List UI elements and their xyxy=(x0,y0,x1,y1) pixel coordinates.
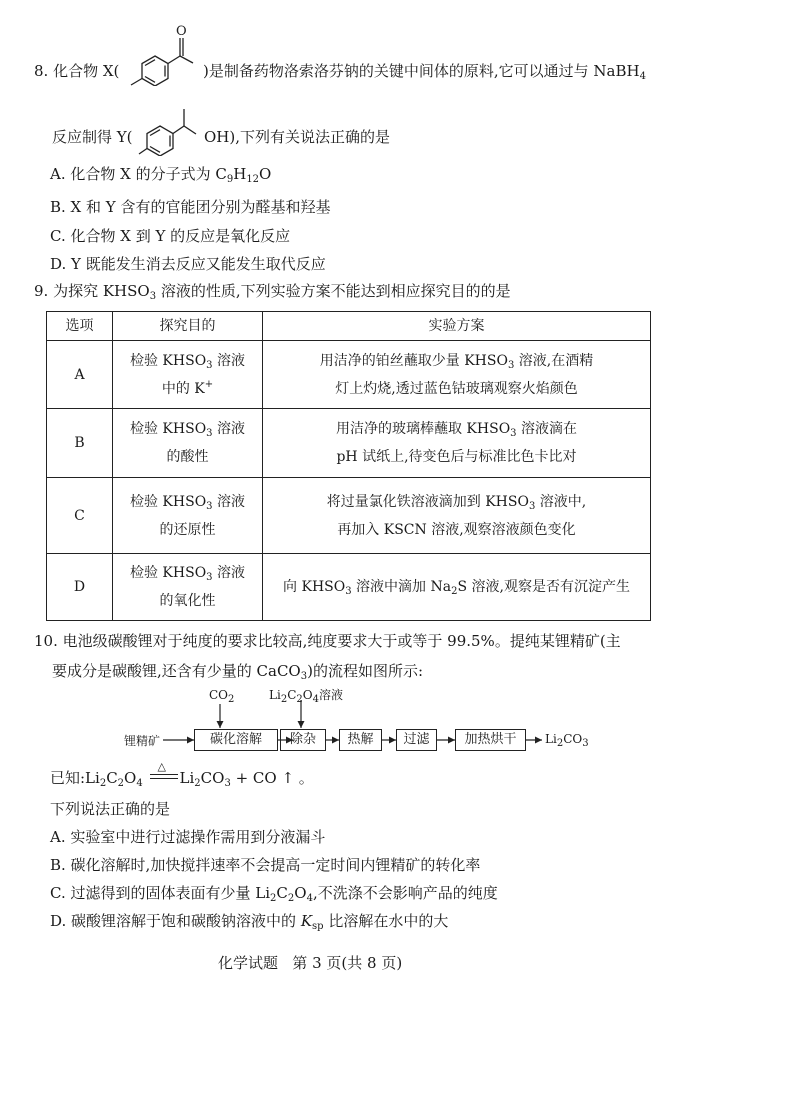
q8-stem-line1: 8. 化合物 X( xyxy=(34,62,120,80)
q10-option-b: B. 碳化溶解时,加快搅拌速率不会提高一定时间内锂精矿的转化率 xyxy=(50,856,481,874)
reaction-arrow xyxy=(150,760,178,783)
q8-stem-line2: 反应制得 Y( xyxy=(52,128,133,146)
q10-question: 下列说法正确的是 xyxy=(50,800,171,818)
q8-option-b: B. X 和 Y 含有的官能团分别为醛基和羟基 xyxy=(50,198,331,216)
table-row: C 检验 $KHSO_3$ 溶液 的还原性 将过量氯化铁溶液滴加到 $KHSO_3$ 溶液中, 再加入 KSCN 溶液,观察溶液颜色变化 xyxy=(47,478,651,554)
q10-stem-line1: 10. 电池级碳酸锂对于纯度的要求比较高,纯度要求大于或等于 99.5%。提纯某锂精矿(主 xyxy=(34,632,621,650)
flow-reagent-label: $Li_2C_2O_4$溶液 xyxy=(269,688,343,705)
q10-stem-line2: 要成分是碳酸锂,还含有少量的 CaCO$_3$)的流程如图所示: xyxy=(52,662,424,682)
flow-output: $Li_2CO_3$ xyxy=(545,732,589,749)
q9-stem: 9. 为探究 $KHSO_3$ 溶液的性质,下列实验方案不能达到相应探究目的的是 xyxy=(34,282,511,302)
page-footer: 化学试题 第 3 页(共 8 页) xyxy=(218,954,403,972)
flow-step-filtration: 过滤 xyxy=(396,729,437,751)
known-reaction: 已知$:Li_2C_2O_4$ △ $Li_2CO_3$ + CO ↑ 。 xyxy=(50,768,314,788)
flow-step-carbonization: 碳化溶解 xyxy=(194,729,278,751)
flow-input: 锂精矿 xyxy=(124,734,161,748)
q8-option-c: C. 化合物 X 到 Y 的反应是氧化反应 xyxy=(50,227,291,245)
heat-symbol: △ xyxy=(157,760,166,773)
header-option: 选项 xyxy=(47,312,113,341)
q8-stem-line2b: OH),下列有关说法正确的是 xyxy=(204,128,391,146)
q8-option-d: D. Y 既能发生消去反应又能发生取代反应 xyxy=(50,255,326,273)
q10-option-a: A. 实验室中进行过滤操作需用到分液漏斗 xyxy=(50,828,326,846)
header-purpose: 探究目的 xyxy=(113,312,263,341)
q8-option-a: A. 化合物 X 的分子式为 $C_9H_{12}O$ xyxy=(50,165,272,185)
q8-stem-line1b: )是制备药物洛索洛芬钠的关键中间体的原料,它可以通过与 NaBH$_4$ xyxy=(203,62,646,82)
table-row: D 检验 $KHSO_3$ 溶液 的氧化性 向 $KHSO_3$ 溶液中滴加 $Na_2S$ 溶液,观察是否有沉淀产生 xyxy=(47,554,651,621)
flow-step-drying: 加热烘干 xyxy=(455,729,526,751)
flow-step-impurity-removal: 除杂 xyxy=(280,729,326,751)
ketone-oxygen: O xyxy=(176,24,187,39)
hydroxyl-label: OH xyxy=(204,128,230,146)
q10-option-d: D. 碳酸锂溶解于饱和碳酸钠溶液中的 $K_{sp}$ 比溶解在水中的大 xyxy=(50,912,449,932)
q10-option-c: C. 过滤得到的固体表面有少量 $Li_2C_2O_4$,不洗涤不会影响产品的纯度 xyxy=(50,884,498,904)
flow-step-pyrolysis: 热解 xyxy=(339,729,382,751)
header-scheme: 实验方案 xyxy=(263,312,651,341)
flow-co2-label: $CO_2$ xyxy=(209,688,235,705)
table-row: A 检验 $KHSO_3$ 溶液 中的 K+ 用洁净的铂丝蘸取少量 $KHSO_3$ 溶液,在酒精 灯上灼烧,透过蓝色钴玻璃观察火焰颜色 xyxy=(47,341,651,409)
table-row: B 检验 $KHSO_3$ 溶液 的酸性 用洁净的玻璃棒蘸取 $KHSO_3$ 溶液滴在 pH 试纸上,待变色后与标准比色卡比对 xyxy=(47,409,651,478)
